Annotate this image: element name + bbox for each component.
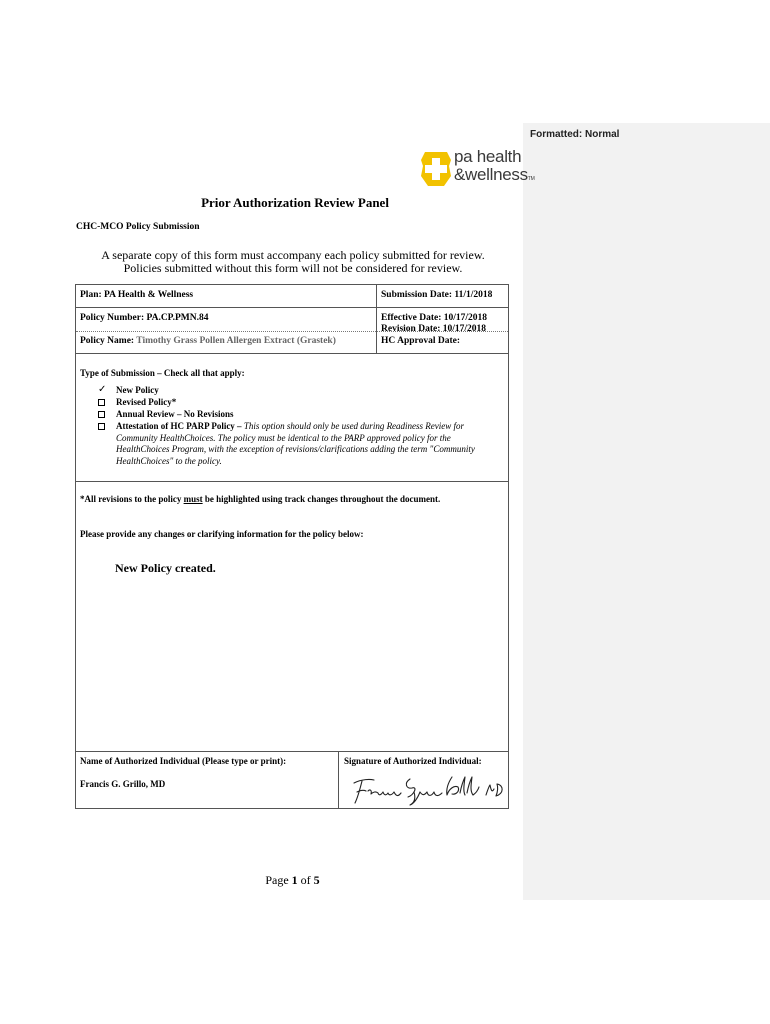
checkbox-empty-icon[interactable] <box>98 411 105 418</box>
row-divider-5 <box>76 751 508 752</box>
formatting-comment-label: Formatted: Normal <box>530 129 620 140</box>
option-new-policy[interactable]: ✓ New Policy <box>98 384 159 395</box>
notice-line-2: Policies submitted without this form will not be considered for review. <box>123 261 463 275</box>
option-attestation-hc-parp[interactable]: Attestation of HC PARP Policy – This option should only be used during Readiness Review for Community HealthChoices. The policy must be identical to the PARP approved policy for the HealthChoices Program, with the exception of revisions/clarifications adding the term "Community HealthChoices" to the policy. <box>90 421 505 467</box>
policy-number-field: Policy Number: PA.CP.PMN.84 <box>80 313 209 323</box>
checkbox-empty-icon[interactable] <box>98 423 105 430</box>
authorized-name-value[interactable]: Francis G. Grillo, MD <box>80 779 166 789</box>
plan-field: Plan: PA Health & Wellness <box>80 290 194 300</box>
checkbox-empty-icon[interactable] <box>98 399 105 406</box>
hc-approval-date-field: HC Approval Date: <box>381 336 460 346</box>
checkmark-icon[interactable]: ✓ <box>98 384 107 395</box>
page-title: Prior Authorization Review Panel <box>201 195 389 210</box>
submission-notice <box>76 249 510 275</box>
submission-type-checklist <box>90 385 505 468</box>
logo-line-2: &wellnessTM <box>454 165 535 184</box>
form-subtitle: CHC-MCO Policy Submission <box>76 222 200 232</box>
keystone-logo-icon <box>420 150 452 188</box>
signature-column-divider <box>338 751 339 809</box>
header-column-divider <box>376 285 377 353</box>
effective-date-field: Effective Date: 10/17/2018 <box>381 313 488 323</box>
row-divider-3 <box>76 353 508 354</box>
policy-name-value: Timothy Grass Pollen Allergen Extract (Grastek) <box>136 336 336 346</box>
must-emphasis: must <box>183 494 203 504</box>
revisions-notice: *All revisions to the policy must be highlighted using track changes throughout the document. <box>80 494 441 504</box>
row-divider-4 <box>76 481 508 482</box>
option-annual-review[interactable]: Annual Review – No Revisions <box>90 409 505 421</box>
changes-text-field[interactable]: New Policy created. <box>115 561 216 575</box>
logo-line-1: pa health <box>454 147 522 166</box>
submission-type-heading: Type of Submission – Check all that apply: <box>80 368 245 378</box>
signature-label: Signature of Authorized Individual: <box>344 756 482 766</box>
logo-wordmark <box>454 148 534 188</box>
authorized-name-label: Name of Authorized Individual (Please type or print): <box>80 756 287 766</box>
changes-prompt: Please provide any changes or clarifying information for the policy below: <box>80 529 364 539</box>
submission-date-field: Submission Date: 11/1/2018 <box>381 290 493 300</box>
notice-line-1: A separate copy of this form must accompany each policy submitted for review. <box>101 248 485 262</box>
comments-margin-pane <box>523 123 770 900</box>
option-revised-policy[interactable]: Revised Policy* <box>90 397 505 409</box>
revision-date-field: Revision Date: 10/17/2018 <box>381 324 487 334</box>
pa-health-wellness-logo <box>420 148 550 190</box>
handwritten-signature[interactable] <box>348 773 508 807</box>
policy-name-field <box>80 335 336 347</box>
row-divider-1 <box>76 307 508 308</box>
submission-form <box>75 284 509 809</box>
policy-name-label: Policy Name: <box>80 336 135 346</box>
page-number: Page 1 of 5 <box>265 873 320 887</box>
attestation-note: This option should only be used during Readiness Review for Community HealthChoices. The policy must be identical to the PARP approved policy for the HealthChoices Program, with the exception of revisions/clarifications adding the term "Community HealthChoices" to the policy. <box>116 421 475 466</box>
